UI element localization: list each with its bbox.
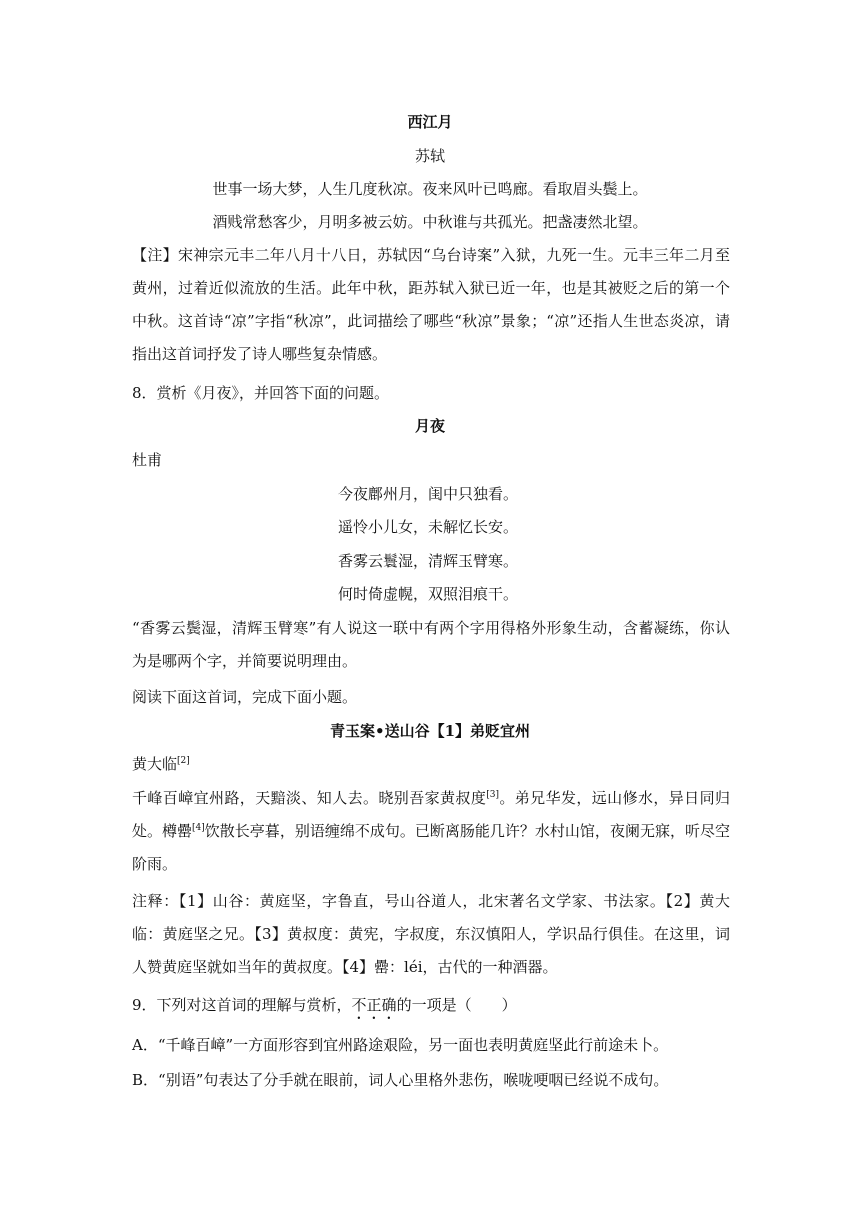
question-8-text: “香雾云鬓湿，清辉玉臂寒”有人说这一联中有两个字用得格外形象生动，含蓄凝练，你认为是哪两个字，并简要说明理由。 [132, 619, 730, 670]
ci-notes: 注释：【1】山谷：黄庭坚，字鲁直，号山谷道人，北宋著名文学家、书法家。【2】黄大临：黄庭坚之兄。【3】黄叔度：黄宪，字叔度，东汉慎阳人，学识品行俱佳。在这里，词人赞黄庭坚就如当年的黄叔度。【4】罍：léi，古代的一种酒器。 [132, 892, 730, 976]
footnote-marker: [4] [192, 823, 205, 833]
ci-author: 黄大临[2] [132, 755, 190, 773]
footnote-marker: [3] [486, 790, 499, 800]
poem-line: 何时倚虚幌，双照泪痕干。 [338, 585, 519, 603]
option-b: B．“别语”句表达了分手就在眼前，词人心里格外悲伤，喉咙哽咽已经说不成句。 [132, 1071, 669, 1089]
footnote-marker: [2] [177, 756, 190, 766]
poem-note: 【注】宋神宗元丰二年八月十八日，苏轼因“乌台诗案”入狱，九死一生。元丰三年二月至黄州，过着近似流放的生活。此年中秋，距苏轼入狱已近一年，也是其被贬之后的第一个中秋。这首诗“凉”字指“秋凉”，此词描绘了哪些“秋凉”景象；“凉”还指人生世态炎凉，请指出这首词抒发了诗人哪些复杂情感。 [132, 246, 730, 363]
question-8-prompt: 8．赏析《月夜》，并回答下面的问题。 [132, 384, 390, 402]
question-9-prompt: 9．下列对这首词的理解与赏析，不正确的一项是（ ） [132, 996, 517, 1014]
poem-author: 杜甫 [132, 451, 163, 469]
poem-title: 月夜 [414, 417, 445, 435]
reading-intro: 阅读下面这首词，完成下面小题。 [132, 688, 358, 706]
ci-body: 千峰百嶂宜州路，天黯淡、知人去。晓别吾家黄叔度[3]。弟兄华发，远山修水，异日同归处。樽罍[4]饮散长亭暮，别语缠绵不成句。已断离肠能几许？水村山馆，夜阑无寐，听尽空阶雨。 [132, 789, 730, 873]
ci-title: 青玉案•送山谷【1】弟贬宜州 [329, 722, 531, 740]
emphasis-text: 不正确 [351, 996, 397, 1014]
poem-line: 香雾云鬟湿，清辉玉臂寒。 [338, 552, 519, 570]
poem-line: 今夜鄜州月，闺中只独看。 [338, 485, 519, 503]
option-a: A．“千峰百嶂”一方面形容到宜州路途艰险，另一面也表明黄庭坚此行前途未卜。 [132, 1036, 669, 1054]
poem-line: 遥怜小儿女，未解忆长安。 [338, 518, 519, 536]
poem-author: 苏轼 [414, 147, 445, 165]
poem-line: 酒贱常愁客少，月明多被云妨。中秋谁与共孤光。把盏凄然北望。 [212, 213, 648, 231]
poem-title: 西江月 [407, 113, 453, 131]
poem-line: 世事一场大梦，人生几度秋凉。夜来风叶已鸣廊。看取眉头鬓上。 [212, 180, 648, 198]
